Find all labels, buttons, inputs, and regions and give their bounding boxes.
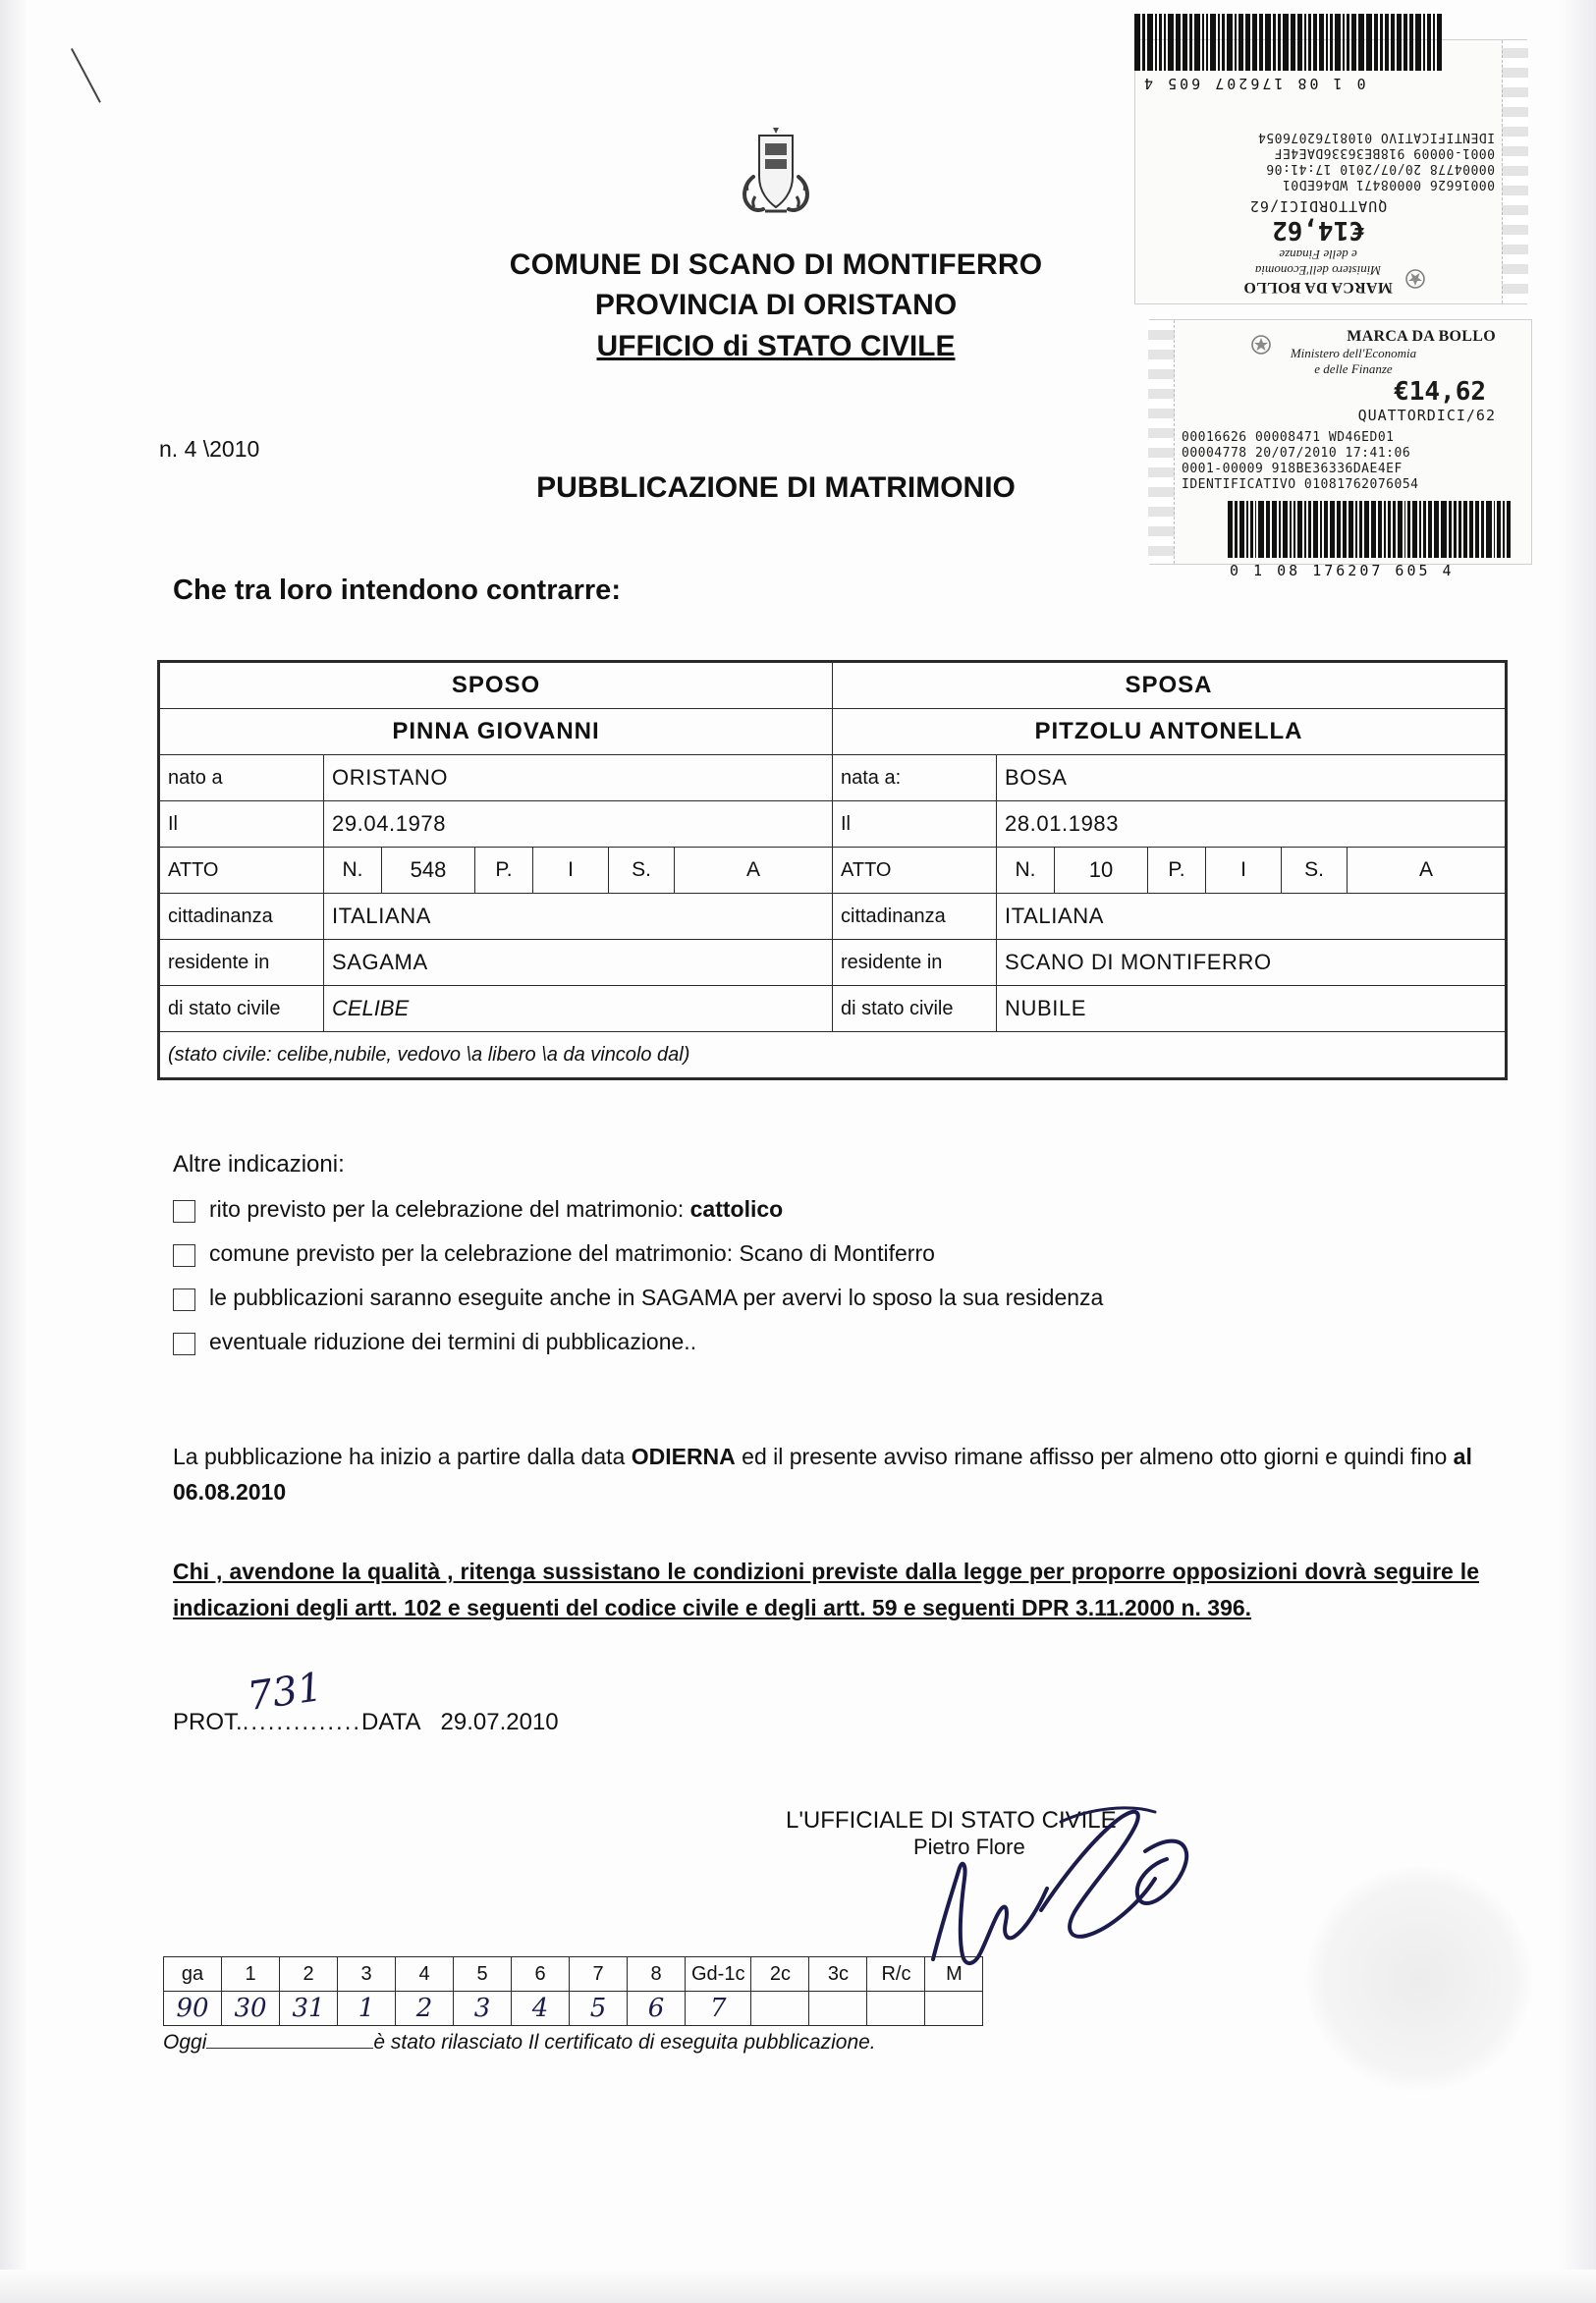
item-text-rito: rito previsto per la celebrazione del matrimonio: [209,1196,690,1222]
stamp-code-4: IDENTIFICATIVO 01081762076054 [1257,130,1495,144]
intro-line: Che tra loro intendono contrarre: [173,575,621,606]
grid-value-cell[interactable]: 1 [338,1992,396,2026]
value-atto-p-sposa: I [1206,848,1282,893]
label-il-sposo: Il [160,801,324,848]
grid-value-cell[interactable] [809,1992,867,2026]
stamp-amount: €14,62 [1272,215,1364,245]
value-atto-n-sposa: 10 [1055,848,1148,894]
grid-value-row [164,1992,983,2026]
value-cittadinanza-sposo: ITALIANA [324,894,833,940]
label-cittadinanza-sposo: cittadinanza [160,894,324,940]
protocol-handwritten-number: 731 [245,1664,326,1721]
grid-value-cell[interactable]: 5 [570,1992,628,2026]
value-atto-s-sposo: A [745,858,760,881]
stamp-code-2: 00004778 20/07/2010 17:41:06 [1265,161,1495,176]
round-office-stamp [1306,1866,1532,2092]
label-stato-civile-sposa: di stato civile [833,986,997,1032]
ministry-emblem-icon [1404,268,1426,290]
grid-value-cell[interactable]: 6 [628,1992,686,2026]
grid-value-cell[interactable] [751,1992,809,2026]
opposition-warning: Chi , avendone la qualità , ritenga sussistano le condizioni previste dalla legge per proporre opposizioni dovrà seguire le indicazioni degli artt. 102 e seguenti del codice civile e degli artt. 59 e seguenti DPR 3.11.2000 n. 396. [173,1559,1479,1620]
grid-value-cell[interactable] [925,1992,983,2026]
grid-value-cell[interactable]: 3 [454,1992,512,2026]
value-atto-p-sposo: I [533,848,609,893]
grid-value-cell[interactable] [867,1992,925,2026]
value-atto-n-sposo: 548 [382,848,475,894]
document-heading [422,246,1129,367]
ufficio-line: UFFICIO di STATO CIVILE [596,330,956,362]
header-sposa: SPOSA [833,663,1506,709]
grid-header-cell: ga [164,1957,222,1992]
value-data-nascita-sposo: 29.04.1978 [324,801,833,848]
checkbox-riduzione[interactable] [173,1333,195,1355]
value-residente-sposo: SAGAMA [324,940,833,986]
stamp-ministry-1: Ministero dell'Economia [1290,346,1417,360]
stamp-code-3: 0001-00009 918BE36336DAE4EF [1182,462,1403,476]
paragraph-part-1: La pubblicazione ha inizio a partire dalla data [173,1444,632,1469]
grid-header-cell: 1 [222,1957,280,1992]
label-il-sposa: Il [833,801,997,848]
publication-paragraph [173,1439,1479,1509]
label-nata-a: nata a: [833,755,997,801]
protocol-data-label: DATA [361,1709,421,1735]
protocol-dots: .............. [242,1709,362,1735]
name-sposo: PINNA GIOVANNI [160,709,833,755]
spouses-table [157,660,1508,1080]
stamp-code-2: 00004778 20/07/2010 17:41:06 [1182,446,1411,461]
grid-header-cell: 2 [280,1957,338,1992]
grid-header-cell: 8 [628,1957,686,1992]
protocol-line [173,1709,559,1736]
footer-text: è stato rilasciato Il certificato di eseguita pubblicazione. [373,2031,876,2054]
footer-blank[interactable] [206,2048,373,2049]
scan-edge-bottom [0,2270,1596,2303]
list-item [173,1240,1499,1267]
stamp-code-1: 00016626 00008471 WD46ED01 [1282,177,1495,192]
altre-indicazioni-section [173,1151,1499,1373]
grid-header-cell: 7 [570,1957,628,1992]
table-row [160,940,1506,986]
stamp-title: MARCA DA BOLLO [1347,328,1496,345]
label-atto-s-sposa: S. [1282,848,1348,893]
item-text-pubblicazioni: le pubblicazioni saranno eseguite anche in SAGAMA per avervi lo sposo la sua residenza [209,1285,1104,1310]
table-row [160,755,1506,801]
stamp-code-1: 00016626 00008471 WD46ED01 [1182,430,1395,445]
altre-indicazioni-title: Altre indicazioni: [173,1151,345,1178]
checkbox-rito[interactable] [173,1200,195,1223]
stamp-ministry-1: Ministero dell'Economia [1254,263,1382,278]
item-text-comune: comune previsto per la celebrazione del matrimonio: Scano di Montiferro [209,1240,935,1266]
label-atto-sposo: ATTO [160,848,324,894]
stamp-ministry-2: e delle Finanze [1279,247,1357,262]
grid-value-cell[interactable]: 30 [222,1992,280,2026]
grid-value-cell[interactable]: 31 [280,1992,338,2026]
checkbox-pubblicazioni[interactable] [173,1289,195,1311]
label-atto-s-sposo: S. [609,848,675,893]
document-number: n. 4 \2010 [159,436,260,462]
list-item [173,1285,1499,1311]
table-row [160,894,1506,940]
list-item [173,1196,1499,1223]
value-cittadinanza-sposa: ITALIANA [997,894,1506,940]
grid-value-cell[interactable]: 7 [686,1992,751,2026]
table-row-atto [160,848,1506,894]
ministry-emblem-icon [1250,334,1272,356]
label-atto-p-sposa: P. [1148,848,1206,894]
table-footnote-row [160,1032,1506,1078]
pen-mark [71,49,116,98]
officer-title: L'UFFICIALE DI STATO CIVILE [786,1807,1117,1834]
grid-value-cell[interactable]: 90 [164,1992,222,2026]
officer-name: Pietro Flore [913,1835,1025,1859]
label-atto-n-sposo: N. [324,848,382,894]
footer-oggi-label: Oggi [163,2031,207,2054]
label-atto-sposa: ATTO [833,848,997,894]
officer-block [786,1807,1117,1860]
value-nato-a: ORISTANO [324,755,833,801]
stamp-ministry-2: e delle Finanze [1314,361,1393,376]
checkbox-comune[interactable] [173,1244,195,1267]
table-footnote: (stato civile: celibe,nubile, vedovo \a libero \a da vincolo dal) [160,1032,1506,1078]
label-residente-sposo: residente in [160,940,324,986]
label-nato-a: nato a [160,755,324,801]
comune-line: COMUNE DI SCANO DI MONTIFERRO [509,248,1043,281]
page-title: PUBBLICAZIONE DI MATRIMONIO [536,471,1016,504]
protocol-label: PROT. [173,1709,243,1735]
label-cittadinanza-sposa: cittadinanza [833,894,997,940]
stamp-perforation [1502,40,1528,303]
label-stato-civile-sposo: di stato civile [160,986,324,1032]
label-residente-sposa: residente in [833,940,997,986]
paragraph-part-2: ed il presente avviso rimane affisso per almeno otto giorni e quindi fino [735,1444,1454,1469]
value-residente-sposa: SCANO DI MONTIFERRO [997,940,1506,986]
municipal-crest-icon [722,118,830,226]
table-row [160,986,1506,1032]
grid-header-cell: 2c [751,1957,809,1992]
table-row [160,801,1506,848]
stamp-barcode-number-bottom: 0 1 08 176207 605 4 [1230,562,1455,579]
grid-header-cell: M [925,1957,983,1992]
grid-header-cell: 5 [454,1957,512,1992]
table-header-row [160,663,1506,709]
name-sposa: PITZOLU ANTONELLA [833,709,1506,755]
stamp-barcode-number-top: 0 1 08 176207 605 4 [1141,75,1366,92]
stamp-perforation [1148,320,1175,564]
scan-edge-left [0,0,28,2303]
stamp-title: MARCA DA BOLLO [1243,279,1393,296]
label-atto-n-sposa: N. [997,848,1055,894]
stamp-code-4: IDENTIFICATIVO 01081762076054 [1182,477,1419,492]
value-atto-s-sposa: A [1418,858,1433,881]
grid-header-cell: 6 [512,1957,570,1992]
header-sposo: SPOSO [160,663,833,709]
stamp-amount-words: QUATTORDICI/62 [1357,407,1496,424]
value-data-nascita-sposa: 28.01.1983 [997,801,1506,848]
grid-header-cell: Gd-1c [686,1957,751,1992]
label-atto-p-sposo: P. [475,848,533,894]
bottom-tracking-grid [163,1956,983,2026]
scan-edge-right [1557,0,1596,2303]
table-names-row [160,709,1506,755]
list-item [173,1329,1499,1355]
grid-header-cell: 4 [396,1957,454,1992]
grid-header-cell: 3c [809,1957,867,1992]
paragraph-odierna: ODIERNA [631,1444,736,1469]
grid-header-cell: 3 [338,1957,396,1992]
provincia-line: PROVINCIA DI ORISTANO [594,289,958,321]
item-text-riduzione: eventuale riduzione dei termini di pubblicazione.. [209,1329,697,1354]
stamp-barcode-bottom [1228,501,1513,558]
stamp-code-3: 0001-00009 918BE36336DAE4EF [1274,145,1495,160]
protocol-data-value: 29.07.2010 [440,1709,559,1735]
stamp-barcode-top [1134,14,1458,71]
stamp-amount-words: QUATTORDICI/62 [1248,197,1388,215]
grid-header-cell: R/c [867,1957,925,1992]
paragraph-deadline: al 06.08.2010 [173,1444,1472,1505]
value-nata-a: BOSA [997,755,1506,801]
stamp-amount: €14,62 [1394,377,1486,407]
release-footer [163,2031,876,2055]
grid-value-cell[interactable]: 2 [396,1992,454,2026]
value-stato-civile-sposo: CELIBE [324,986,833,1032]
grid-header-row [164,1957,983,1992]
item-value-rito: cattolico [689,1196,784,1222]
grid-value-cell[interactable]: 4 [512,1992,570,2026]
value-stato-civile-sposa: NUBILE [997,986,1506,1032]
